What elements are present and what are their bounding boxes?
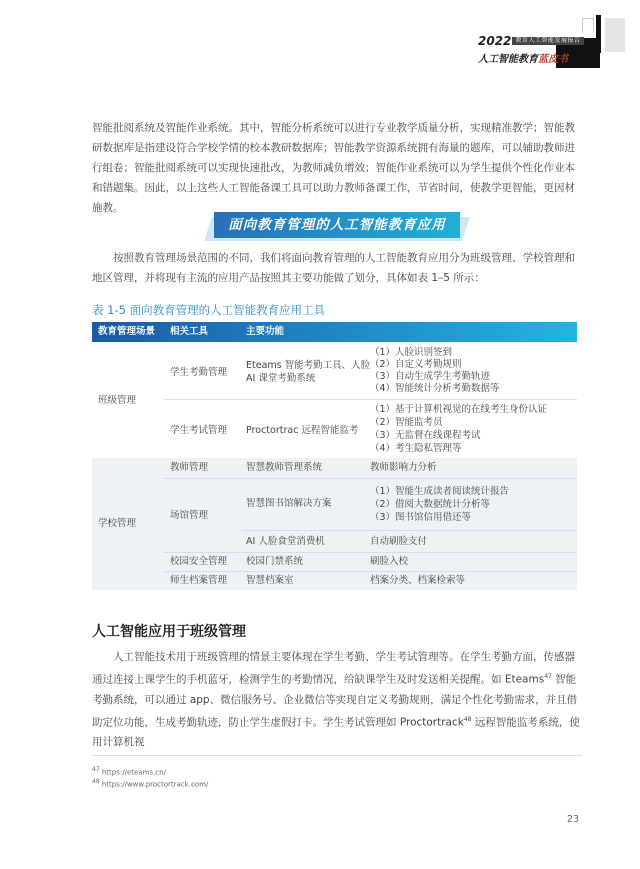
footnote-num: 48 <box>92 778 100 785</box>
header-decoration-block <box>605 18 625 52</box>
footnote-48 <box>92 778 208 788</box>
func-exam-2: （2）智能监考员 <box>370 417 443 428</box>
row-separator <box>242 530 577 531</box>
header-year: 2022 <box>478 34 512 48</box>
footnote-ref-48: 48 <box>463 715 472 723</box>
func-library-3: （3）图书馆信用借还等 <box>370 512 472 523</box>
sub-venue: 场馆管理 <box>170 510 209 521</box>
table-title: 表 1-5 面向教育管理的人工智能教育应用工具 <box>92 303 326 317</box>
section-banner: 面向教育管理的人工智能教育应用 <box>214 212 460 238</box>
header-tag: 教育人工智能发展报告 <box>512 37 584 45</box>
func-library-2: （2）借阅大数据统计分析等 <box>370 499 491 510</box>
table-header-function: 主要功能 <box>246 326 285 337</box>
header-title <box>478 50 568 65</box>
tool-gate: 校园门禁系统 <box>246 556 304 567</box>
tool-library: 智慧图书馆解决方案 <box>246 498 332 509</box>
func-canteen: 自动刷脸支付 <box>370 536 428 547</box>
page-number: 23 <box>567 814 580 825</box>
paragraph-1: 智能批阅系统及智能作业系统。其中，智能分析系统可以进行专业教学质量分析，实现精准教学；智能教研数据库是指建设符合学校学情的校本教研数据库；智能教学资源系统拥有海量的题库，可以辅助教师进行组卷；智能批阅系统可以实现快速批改，为教师减负增效；智能作业系统可以为学生提供个性化作业本和错题集。因此，以上这些人工智能备课工具可以助力教师备课工作，节省时间，使教学更智能，更因材施教。 <box>92 122 575 214</box>
func-attendance-1: （1）人脸识别签到 <box>370 347 453 358</box>
func-attendance-3: （3）自动生成学生考勤轨迹 <box>370 371 491 382</box>
paragraph-3-part1: 人工智能技术用于班级管理的情景主要体现在学生考勤、学生考试管理等。在学生考勤方面，传感器通过连接上课学生的手机蓝牙，检测学生的考勤情况，给缺课学生及时发送相关提醒。如 Eteams <box>92 651 575 686</box>
footnote-divider <box>92 755 582 756</box>
sub-archives: 师生档案管理 <box>170 575 228 586</box>
tool-canteen: AI 人脸食堂消费机 <box>246 536 325 547</box>
tool-archives: 智慧档案室 <box>246 575 294 586</box>
func-exam-3: （3）无监督在线课程考试 <box>370 430 481 441</box>
row-separator <box>164 571 577 572</box>
scene-class-management: 班级管理 <box>98 395 137 406</box>
paragraph-3-part3: 远程智能监考系统，使用计算机视 <box>92 716 580 748</box>
footnote-47 <box>92 766 166 776</box>
header-title-prefix: 人工智能教育 <box>478 54 538 65</box>
table-header-scene: 教育管理场景 <box>98 326 156 337</box>
tool-attendance-line2: AI 课堂考勤系统 <box>246 373 316 384</box>
footnote-ref-47: 47 <box>544 673 552 680</box>
tool-exam: Proctortrac 远程智能监考 <box>246 425 359 436</box>
footnote-num: 47 <box>92 766 100 773</box>
table-header <box>92 322 577 342</box>
footnote-link-proctortrack[interactable]: https://www.proctortrack.com/ <box>99 780 209 789</box>
header-decoration <box>582 18 594 33</box>
row-separator <box>164 478 577 479</box>
func-teacher: 教师影响力分析 <box>370 462 437 473</box>
header-title-suffix: 蓝皮书 <box>538 54 568 65</box>
func-exam-1: （1）基于计算机视觉的在线考生身份认证 <box>370 404 548 415</box>
paragraph-3-part2: 智能考勤系统，可以通过 app、微信服务号、企业微信等实现自定义考勤规则，满足个性化考勤需求，并且借助定位功能，生成考勤轨迹，防止学生虚假打卡。学生考试管理如 Proctortrack <box>92 673 578 728</box>
func-archives: 档案分类、档案检索等 <box>370 575 466 586</box>
func-attendance-4: （4）智能统计分析考勤数据等 <box>370 383 500 394</box>
tool-teacher: 智慧教师管理系统 <box>246 462 323 473</box>
func-attendance-2: （2）自定义考勤规则 <box>370 359 462 370</box>
table-header-tool: 相关工具 <box>170 326 209 337</box>
row-separator <box>164 552 577 553</box>
sub-attendance: 学生考勤管理 <box>170 367 228 378</box>
section-heading: 人工智能应用于班级管理 <box>92 624 246 640</box>
sub-teacher: 教师管理 <box>170 462 209 473</box>
scene-school-management: 学校管理 <box>98 518 137 529</box>
row-separator <box>164 399 577 400</box>
func-exam-4: （4）考生隐私管理等 <box>370 443 462 454</box>
sub-campus-safety: 校园安全管理 <box>170 556 228 567</box>
paragraph-3 <box>92 647 582 752</box>
footnote-link-eteams[interactable]: https://eteams.cn/ <box>99 768 166 777</box>
func-library-1: （1）智能生成读者阅读统计报告 <box>370 486 510 497</box>
tool-attendance-line1: Eteams 智能考勤工具、人脸 <box>246 360 371 371</box>
func-gate: 刷脸入校 <box>370 556 409 567</box>
sub-exam: 学生考试管理 <box>170 425 228 436</box>
paragraph-2: 按照教育管理场景范围的不同，我们将面向教育管理的人工智能教育应用分为班级管理、学校管理和地区管理，并将现有主流的应用产品按照其主要功能做了划分，具体如表 1–5 所示： <box>92 252 575 284</box>
